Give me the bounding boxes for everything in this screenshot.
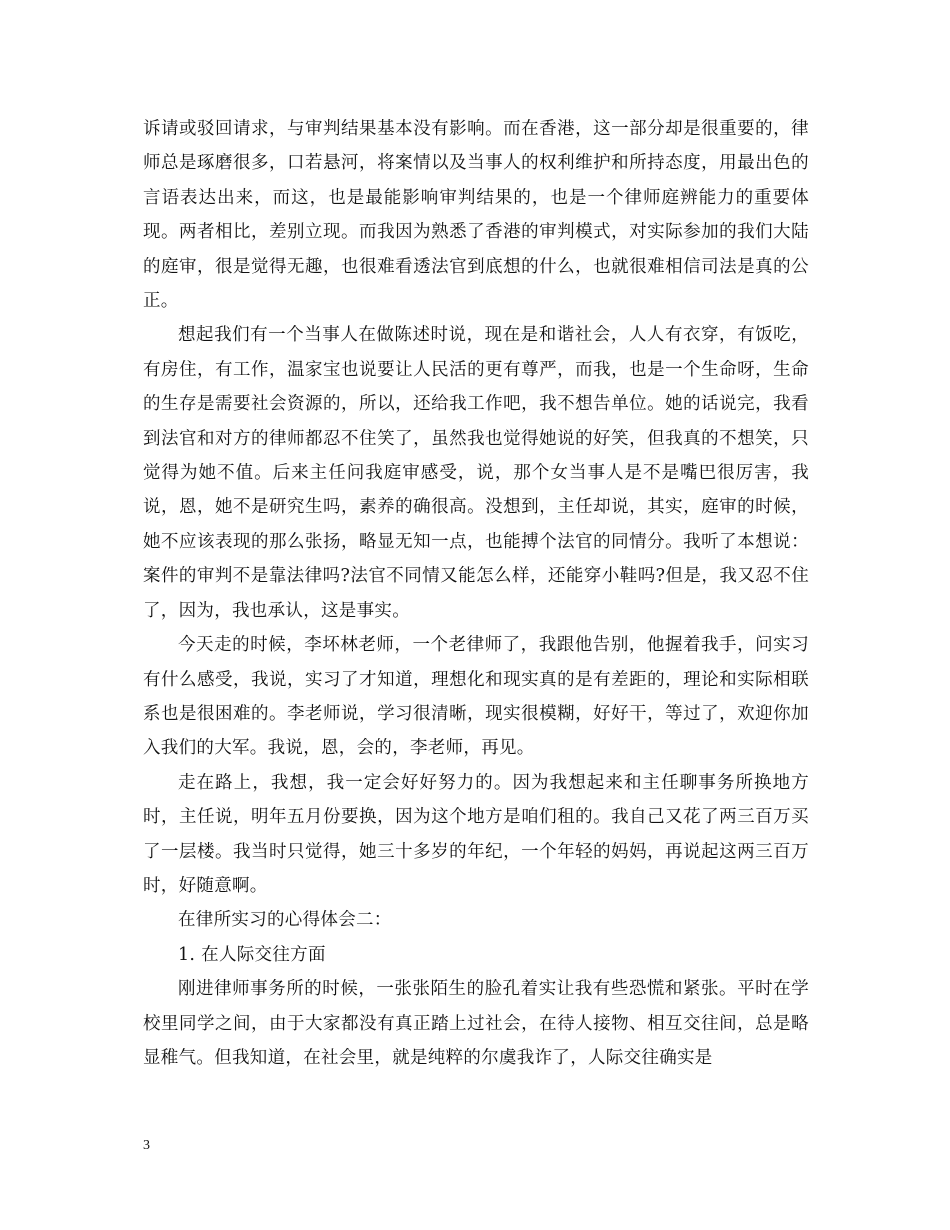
page-number: 3 bbox=[143, 1138, 150, 1153]
paragraph-3: 今天走的时候，李坏林老师，一个老律师了，我跟他告别，他握着我手，问实习有什么感受，我说，实习了才知道，理想化和现实真的是有差距的，理论和实际相联系也是很困难的。李老师说，学习很清晰，现实很模糊，好好干，等过了，欢迎你加入我们的大军。我说，恩，会的，李老师，再见。 bbox=[143, 635, 809, 759]
paragraph-2: 想起我们有一个当事人在做陈述时说，现在是和谐社会，人人有衣穿，有饭吃，有房住，有工作，温家宝也说要让人民活的更有尊严，而我，也是一个生命呀，生命的生存是需要社会资源的，所以，还给我工作吧，我不想告单位。她的话说完，我看到法官和对方的律师都忍不住笑了，虽然我也觉得她说的好笑，但我真的不想笑，只觉得为她不值。后来主任问我庭审感受，说，那个女当事人是不是嘴巴很厉害，我说，恩，她不是研究生吗，素养的确很高。没想到，主任却说，其实，庭审的时候，她不应该表现的那么张扬，略显无知一点，也能搏个法官的同情分。我听了本想说：案件的审判不是靠法律吗?法官不同情又能怎么样，还能穿小鞋吗?但是，我又忍不住了，因为，我也承认，这是事实。 bbox=[143, 325, 809, 621]
paragraph-1: 诉请或驳回请求，与审判结果基本没有影响。而在香港，这一部分却是很重要的，律师总是琢磨很多，口若悬河，将案情以及当事人的权利维护和所持态度，用最出色的言语表达出来，而这，也是最能影响审判结果的，也是一个律师庭辨能力的重要体现。两者相比，差别立现。而我因为熟悉了香港的审判模式，对实际参加的我们大陆的庭审，很是觉得无趣，也很难看透法官到底想的什么，也就很难相信司法是真的公正。 bbox=[143, 119, 809, 312]
subsection-heading: 1. 在人际交往方面 bbox=[178, 944, 326, 965]
paragraph-5: 刚进律师事务所的时候，一张张陌生的脸孔着实让我有些恐慌和紧张。平时在学校里同学之间，由于大家都没有真正踏上过社会，在待人接物、相互交往间，总是略显稚气。但我知道，在社会里，就是纯粹的尔虞我诈了，人际交往确实是 bbox=[143, 979, 809, 1068]
paragraph-4: 走在路上，我想，我一定会好好努力的。因为我想起来和主任聊事务所换地方时，主任说，明年五月份要换，因为这个地方是咱们租的。我自己又花了两三百万买了一层楼。我当时只觉得，她三十多岁的年纪，一个年轻的妈妈，再说起这两三百万时，好随意啊。 bbox=[143, 772, 809, 896]
section-heading: 在律所实习的心得体会二： bbox=[178, 910, 392, 931]
document-body bbox=[143, 112, 809, 1075]
